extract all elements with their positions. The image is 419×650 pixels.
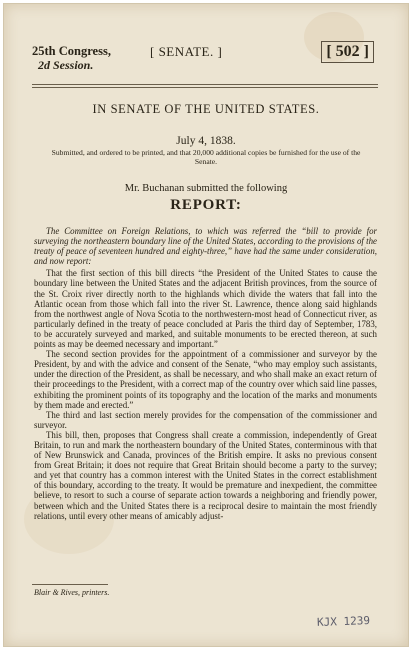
report-heading: REPORT:: [170, 197, 242, 213]
document-number: [ 502 ]: [321, 41, 374, 63]
header-rule: [32, 84, 378, 85]
footer-rule: [32, 584, 108, 585]
paragraph: This bill, then, proposes that Congress shall create a commission, independently of Great Britain, to run and mark the northeastern boundary of the United States, conterminous with that of New Brunswick and Canada, provinces of the British empire. It asks no previous consent from Great Britain; it does not require that Great Britain should become a party to the survey; and yet that country has a common interest with the United States in the correct establishment of this boundary, according to the treaty. It would be premature and inexpedient, the committee believe, to resort to such a course of separate action towards a neighboring and friendly power, between which and the United States there is a reciprocal desire to maintain the most friendly relations, until every other means of amicably adjust-: [34, 429, 377, 521]
paragraph: The third and last section merely provides for the compensation of the commissioner and surveyor.: [34, 409, 377, 430]
paragraph: The Committee on Foreign Relations, to which was referred the “bill to provide for surveying the northeastern boundary line of the United States, according to the provisions of the treaty of peace of seventeen hundred and eighty-three,” have had the same under consideration, and now report:: [34, 226, 377, 267]
date-line: July 4, 1838.: [176, 135, 236, 147]
paragraph: That the first section of this bill directs “the President of the United States to cause the boundary line between the United States and the adjacent British provinces, from the source of the St. Croix river directly north to the highlands which divide the waters that fall into the Atlantic ocean from those which fall into the river St. Lawrence, thence along said highlands from the northwest angle of Nova Scotia to the northwestern-most head of Connecticut river, as particularly defined in the treaty of peace concluded at Paris the third day of September, 1783, to be accurately surveyed and marked, and suitable monuments to be erected thereon, at such points as may be deemed necessary and important.”: [34, 268, 377, 350]
printer-line: Blair & Rives, printers.: [34, 588, 110, 597]
document-page: [3, 3, 409, 647]
submitted-note: Submitted, and ordered to be printed, and that 20,000 additional copies be furnished for the use of the Senate.: [51, 148, 361, 166]
congress-label: 25th Congress,: [32, 44, 111, 58]
report-body: [34, 226, 377, 521]
document-header: [32, 44, 374, 80]
intro-line: Mr. Buchanan submitted the following: [124, 183, 288, 194]
header-rule: [32, 87, 378, 88]
session-label: 2d Session.: [38, 58, 94, 72]
page-title: IN SENATE OF THE UNITED STATES.: [92, 102, 320, 116]
house-label: [ SENATE. ]: [150, 44, 223, 59]
handwritten-note: KJX 1239: [316, 614, 371, 629]
paragraph: The second section provides for the appointment of a commissioner and surveyor by the President, by and with the advice and consent of the Senate, “who may employ such assistants, under the direction of the President, as shall be necessary, and who shall make an exact return of their proceedings to the President, with a correct map of the country over which said line passes, exhibiting the prominent points of its topography and the location of the marks and monuments by them made and erected.”: [34, 349, 377, 410]
